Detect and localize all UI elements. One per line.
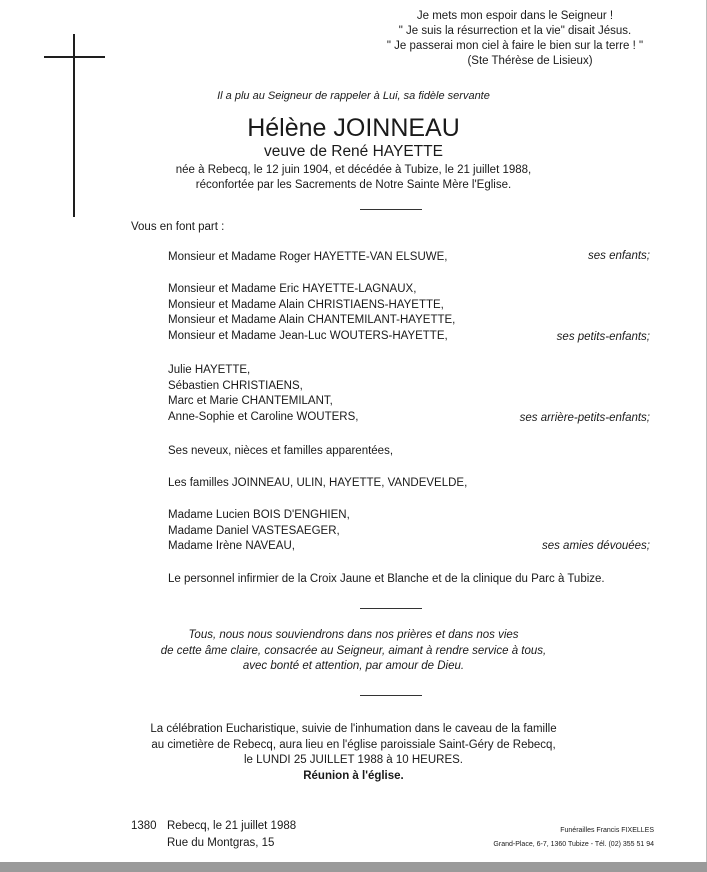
intro-text: Il a plu au Seigneur de rappeler à Lui, sa fidèle servante [217, 90, 490, 102]
family-line: Madame Daniel VASTESAEGER, [168, 524, 340, 537]
page-bottom-edge [0, 862, 707, 872]
family-line: Les familles JOINNEAU, ULIN, HAYETTE, VANDEVELDE, [168, 477, 468, 489]
widow-of: veuve de René HAYETTE [264, 143, 443, 160]
prayer-line: Tous, nous nous souviendrons dans nos prières et dans nos vies [188, 629, 519, 641]
announce-heading: Vous en font part : [131, 221, 225, 233]
family-line: Monsieur et Madame Roger HAYETTE-VAN ELSUWE, [168, 251, 448, 263]
quote-line-1: Je mets mon espoir dans le Seigneur ! [416, 10, 614, 22]
relation-label: ses petits-enfants; [556, 331, 650, 343]
divider [360, 608, 422, 609]
address-line-1: Rebecq, le 21 juillet 1988 [167, 820, 297, 832]
family-line: Monsieur et Madame Jean-Luc WOUTERS-HAYETTE, [168, 329, 448, 342]
sacraments-line: réconfortée par les Sacrements de Notre Sainte Mère l'Eglise. [195, 179, 512, 191]
relation-label: ses amies dévouées; [541, 540, 650, 552]
family-group [168, 250, 448, 266]
birth-death-line: née à Rebecq, le 12 juin 1904, et décédée à Tubize, le 21 juillet 1988, [175, 164, 532, 176]
family-line: Monsieur et Madame Alain CHRISTIAENS-HAYETTE, [168, 298, 444, 311]
deceased-name: Hélène JOINNEAU [247, 114, 460, 142]
quote-attribution: (Ste Thérèse de Lisieux) [467, 55, 593, 67]
family-group [168, 508, 350, 555]
family-group [168, 363, 358, 425]
prayer-line: avec bonté et attention, par amour de Dieu. [242, 660, 465, 672]
divider [360, 695, 422, 696]
family-address [131, 818, 296, 852]
family-line: Anne-Sophie et Caroline WOUTERS, [168, 410, 359, 423]
family-group [168, 572, 605, 588]
relation-label: ses arrière-petits-enfants; [519, 412, 650, 424]
family-line: Marc et Marie CHANTEMILANT, [168, 395, 333, 407]
ceremony-line: le LUNDI 25 JUILLET 1988 à 10 HEURES. [243, 754, 464, 766]
cross-icon-arm [44, 56, 105, 58]
family-line: Julie HAYETTE, [168, 364, 251, 376]
quote-line-2: " Je suis la résurrection et la vie" disait Jésus. [398, 25, 632, 37]
relation-label: ses enfants; [587, 250, 650, 262]
undertaker-info [493, 824, 654, 852]
postal-code: 1380 [131, 820, 157, 832]
undertaker-name: Funérailles Francis FIXELLES [560, 827, 654, 834]
family-group [168, 444, 393, 460]
family-line: Monsieur et Madame Eric HAYETTE-LAGNAUX, [168, 283, 417, 295]
family-line: Monsieur et Madame Alain CHANTEMILANT-HAYETTE, [168, 314, 456, 326]
family-line: Le personnel infirmier de la Croix Jaune et Blanche et de la clinique du Parc à Tubize. [168, 573, 605, 585]
family-group [168, 282, 455, 344]
prayer-text [0, 628, 707, 675]
undertaker-address: Grand-Place, 6-7, 1360 Tubize - Tél. (02) 355 51 94 [493, 841, 654, 848]
epigraph-quote [360, 9, 670, 69]
ceremony-line: au cimetière de Rebecq, aura lieu en l'église paroissiale Saint-Géry de Rebecq, [151, 738, 556, 751]
family-group [168, 476, 467, 492]
ceremony-meeting: Réunion à l'église. [303, 769, 404, 782]
address-line-2: Rue du Montgras, 15 [167, 837, 275, 849]
ceremony-line: La célébration Eucharistique, suivie de l'inhumation dans le caveau de la famille [150, 723, 557, 735]
birth-death-block [0, 163, 707, 193]
family-line: Madame Lucien BOIS D'ENGHIEN, [168, 509, 350, 521]
quote-line-3: " Je passerai mon ciel à faire le bien sur la terre ! " [386, 40, 644, 52]
prayer-line: de cette âme claire, consacrée au Seigneur, aimant à rendre service à tous, [160, 644, 547, 657]
family-line: Ses neveux, nièces et familles apparentées, [168, 445, 394, 457]
ceremony-text [0, 722, 707, 784]
family-line: Madame Irène NAVEAU, [168, 540, 295, 552]
family-line: Sébastien CHRISTIAENS, [168, 379, 303, 392]
divider [360, 209, 422, 210]
